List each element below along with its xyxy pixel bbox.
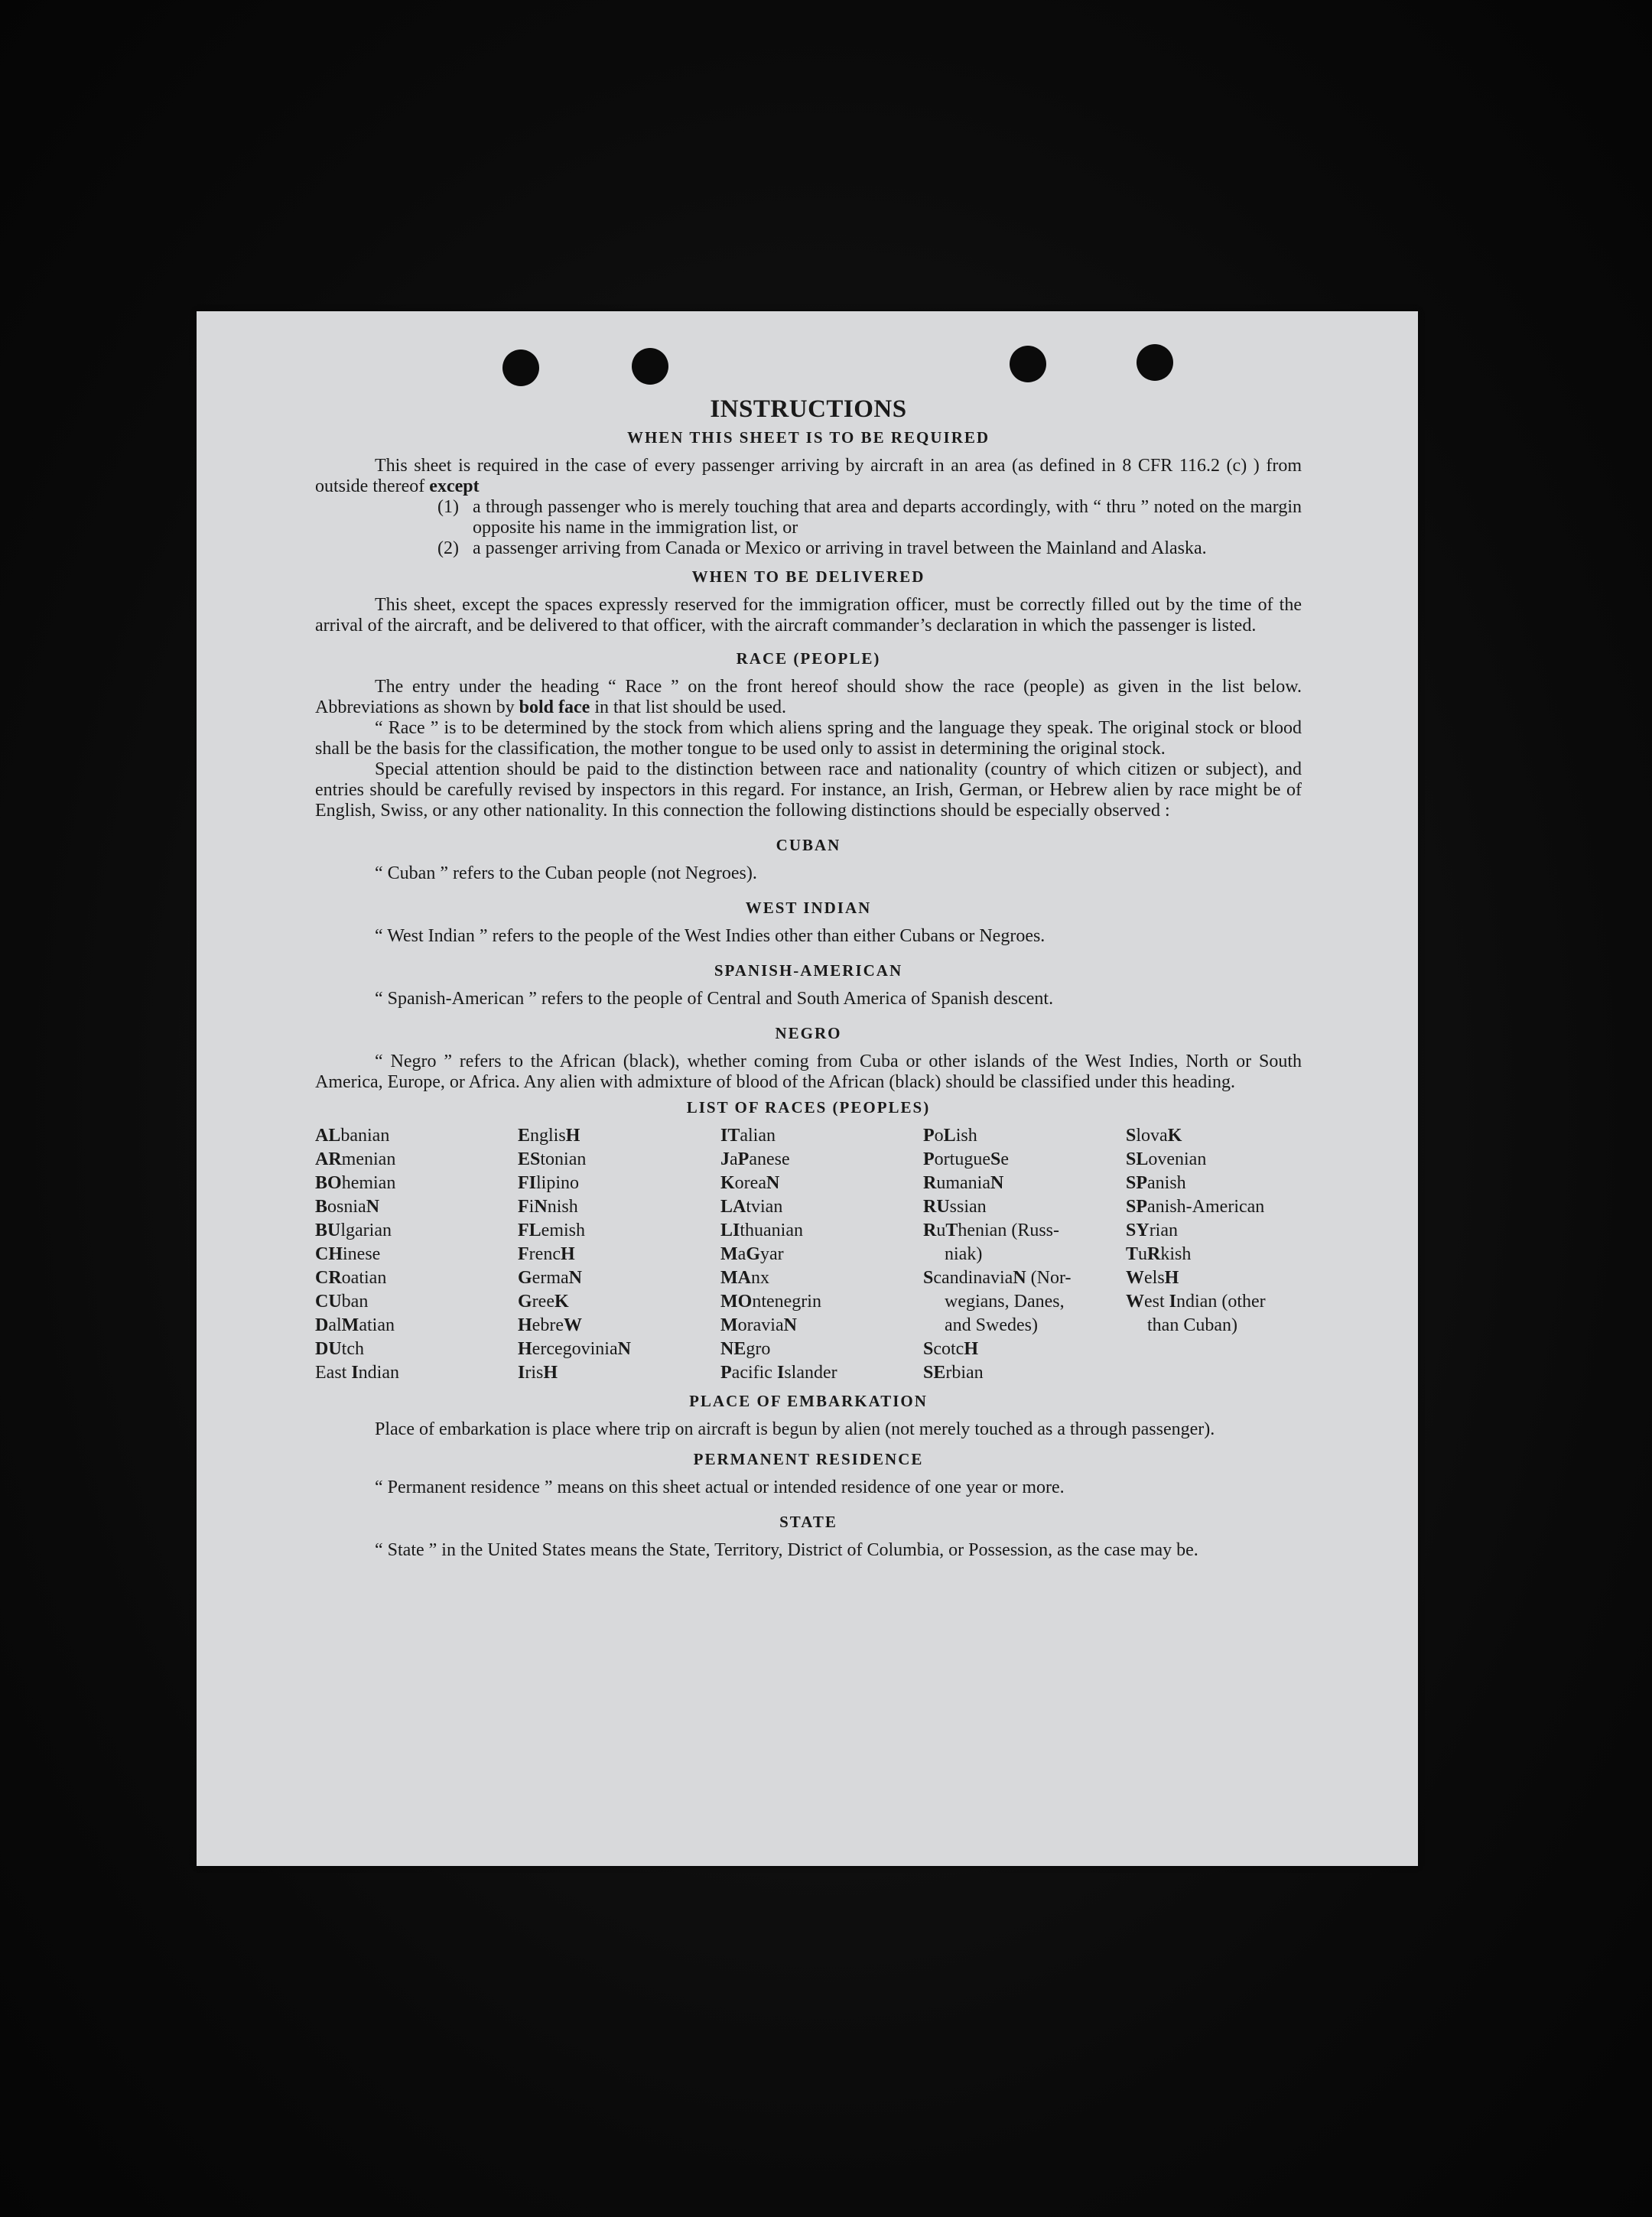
heading-race: RACE (PEOPLE) — [736, 649, 881, 668]
race-entry: HebreW — [518, 1315, 582, 1335]
punch-hole — [1137, 344, 1173, 381]
race-entry: Pacific Islander — [720, 1363, 837, 1383]
race-entry: IrisH — [518, 1363, 558, 1383]
race-entry: ScotcH — [923, 1339, 979, 1359]
heading-spanish-american: SPANISH-AMERICAN — [714, 961, 903, 980]
instruction-sheet — [197, 311, 1418, 1866]
list-item: (2) a passenger arriving from Canada or Mexico or arriving in travel between the Mainland and Alaska. — [437, 538, 1207, 558]
heading-state: STATE — [779, 1513, 837, 1531]
paragraph-race-2: “ Race ” is to be determined by the stock from which aliens spring and the language they speak. The original stock or blood shall be the basis for the classification, the mother tongue to be used only to assist in determining the original stock. — [315, 718, 1302, 759]
race-entry: WelsH — [1126, 1268, 1179, 1288]
race-entry: niak) — [945, 1244, 983, 1264]
race-entry: than Cuban) — [1147, 1315, 1237, 1335]
race-entry: West Indian (other — [1126, 1292, 1266, 1312]
paragraph-spanish-american: “ Spanish-American ” refers to the people of Central and South America of Spanish descent. — [375, 989, 1054, 1009]
race-entry: FrencH — [518, 1244, 575, 1264]
race-entry: NEgro — [720, 1339, 771, 1359]
race-entry: SPanish-American — [1126, 1197, 1265, 1217]
race-entry: SPanish — [1126, 1173, 1186, 1193]
race-entry: RUssian — [923, 1197, 987, 1217]
race-entry: GermaN — [518, 1268, 582, 1288]
race-entry: HercegoviniaN — [518, 1339, 631, 1359]
race-entry: DalMatian — [315, 1315, 395, 1335]
race-entry: BosniaN — [315, 1197, 380, 1217]
document-body — [315, 395, 1302, 1561]
race-entry: FiNnish — [518, 1197, 578, 1217]
race-entry: FLemish — [518, 1221, 585, 1240]
punch-hole — [632, 348, 668, 385]
race-entry: TuRkish — [1126, 1244, 1192, 1264]
races-column — [1126, 1124, 1302, 1385]
race-entry: CRoatian — [315, 1268, 387, 1288]
race-entry: BOhemian — [315, 1173, 396, 1193]
race-entry: RumaniaN — [923, 1173, 1004, 1193]
race-entry: and Swedes) — [945, 1315, 1038, 1335]
races-table — [315, 1124, 1302, 1385]
paragraph-residence: “ Permanent residence ” means on this sheet actual or intended residence of one year or more. — [375, 1477, 1065, 1497]
list-item: (1) a through passenger who is merely touching that area and departs accordingly, with “ thru ” noted on the margin opposite his name in the immigration list, or — [437, 497, 1302, 538]
races-column — [518, 1124, 720, 1385]
race-entry: SLovenian — [1126, 1149, 1207, 1169]
race-entry: East Indian — [315, 1363, 399, 1383]
race-entry: PortugueSe — [923, 1149, 1009, 1169]
race-entry: wegians, Danes, — [945, 1292, 1065, 1312]
paragraph-state: “ State ” in the United States means the State, Territory, District of Columbia, or Possession, as the case may be. — [375, 1540, 1198, 1560]
paragraph-cuban: “ Cuban ” refers to the Cuban people (not Negroes). — [375, 863, 757, 883]
race-entry: ALbanian — [315, 1126, 390, 1146]
race-entry: MoraviaN — [720, 1315, 797, 1335]
heading-list-of-races: LIST OF RACES (PEOPLES) — [686, 1098, 931, 1117]
heading-when-required: WHEN THIS SHEET IS TO BE REQUIRED — [626, 428, 990, 447]
races-column — [720, 1124, 923, 1385]
race-entry: SErbian — [923, 1363, 984, 1383]
race-entry: GreeK — [518, 1292, 569, 1312]
paragraph-race-1: The entry under the heading “ Race ” on the front hereof should show the race (people) as given in the list below. Abbreviations as shown by bold face in that list should be used. — [315, 677, 1302, 717]
race-entry: EnglisH — [518, 1126, 580, 1146]
race-entry: CUban — [315, 1292, 369, 1312]
paragraph-negro: “ Negro ” refers to the African (black), whether coming from Cuba or other islands of the West Indies, North or South America, Europe, or Africa. Any alien with admixture of blood of the African (black) should be classified under this heading. — [315, 1052, 1302, 1092]
race-entry: LAtvian — [720, 1197, 783, 1217]
race-entry: JaPanese — [720, 1149, 790, 1169]
race-entry: MAnx — [720, 1268, 769, 1288]
races-column — [923, 1124, 1126, 1385]
paragraph-when-delivered: This sheet, except the spaces expressly reserved for the immigration officer, must be correctly filled out by the time of the arrival of the aircraft, and be delivered to that officer, with the aircraft commander’s declaration in which the passenger is listed. — [315, 595, 1302, 636]
page-title: INSTRUCTIONS — [710, 395, 907, 423]
heading-cuban: CUBAN — [776, 836, 841, 854]
paragraph-race-3: Special attention should be paid to the distinction between race and nationality (country of which citizen or subject), and entries should be carefully revised by inspectors in this regard. For instance, an Irish, German, or Hebrew alien by race might be of English, Swiss, or any other nationality. In this connection the following distinctions should be especially observed : — [315, 759, 1302, 821]
punch-hole — [1010, 346, 1046, 382]
race-entry: SYrian — [1126, 1221, 1178, 1240]
heading-residence: PERMANENT RESIDENCE — [693, 1450, 924, 1468]
race-entry: SlovaK — [1126, 1126, 1182, 1146]
paragraph-when-required: This sheet is required in the case of every passenger arriving by aircraft in an area (as defined in 8 CFR 116.2 (c) ) from outside thereof except — [315, 456, 1302, 496]
races-column — [315, 1124, 518, 1385]
heading-negro: NEGRO — [775, 1024, 842, 1042]
race-entry: FIlipino — [518, 1173, 580, 1193]
race-entry: PoLish — [923, 1126, 977, 1146]
race-entry: ScandinaviaN (Nor- — [923, 1268, 1072, 1288]
heading-west-indian: WEST INDIAN — [745, 899, 872, 917]
race-entry: MaGyar — [720, 1244, 784, 1264]
punch-hole — [502, 349, 539, 386]
race-entry: RuThenian (Russ- — [923, 1221, 1060, 1240]
race-entry: ARmenian — [315, 1149, 396, 1169]
heading-embarkation: PLACE OF EMBARKATION — [689, 1392, 928, 1410]
race-entry: DUtch — [315, 1339, 364, 1359]
race-entry: ITalian — [720, 1126, 776, 1146]
race-entry: CHinese — [315, 1244, 381, 1264]
race-entry: LIthuanian — [720, 1221, 803, 1240]
heading-when-delivered: WHEN TO BE DELIVERED — [691, 567, 925, 586]
race-entry: KoreaN — [720, 1173, 780, 1193]
paragraph-west-indian: “ West Indian ” refers to the people of the West Indies other than either Cubans or Negroes. — [375, 926, 1046, 946]
race-entry: MOntenegrin — [720, 1292, 821, 1312]
race-entry: BUlgarian — [315, 1221, 392, 1240]
paragraph-embarkation: Place of embarkation is place where trip on aircraft is begun by alien (not merely touched as a through passenger). — [375, 1419, 1215, 1439]
race-entry: EStonian — [518, 1149, 587, 1169]
